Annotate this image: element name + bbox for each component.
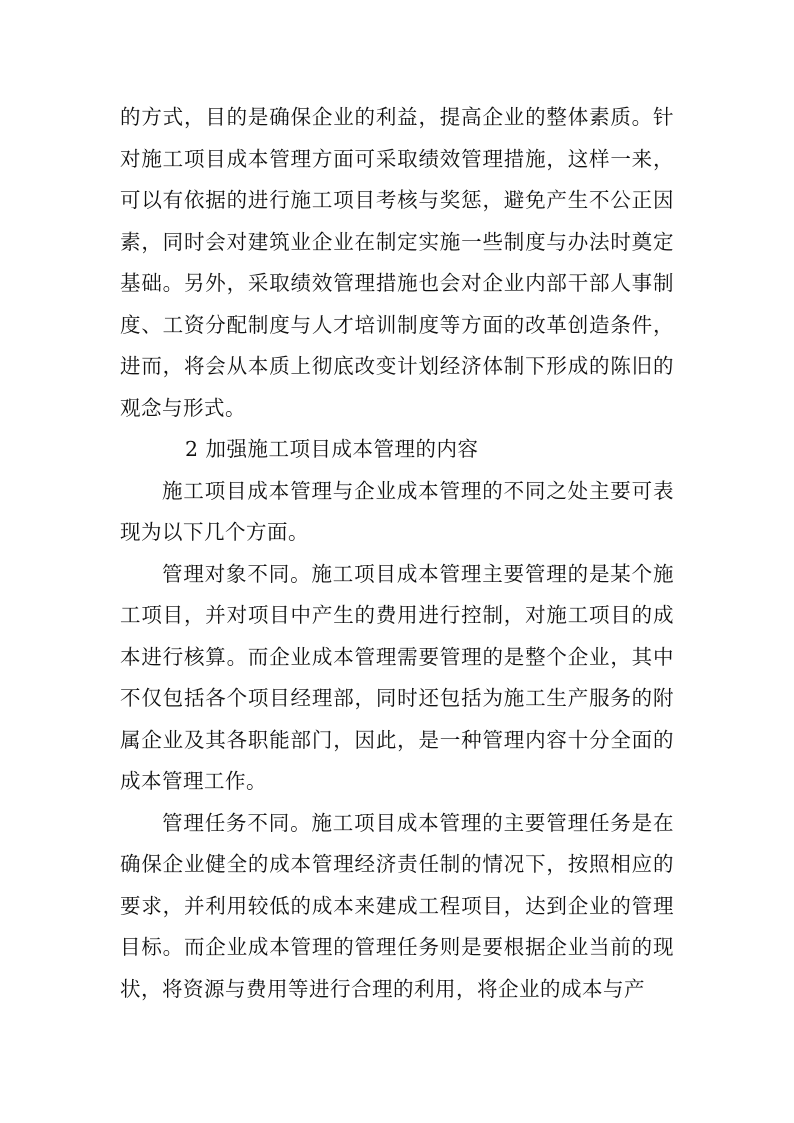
paragraph-intro: 施工项目成本管理与企业成本管理的不同之处主要可表现为以下几个方面。: [120, 478, 674, 544]
paragraph-continued: 的方式，目的是确保企业的利益，提高企业的整体素质。针对施工项目成本管理方面可采取绩效管理措施，这样一来，可以有依据的进行施工项目考核与奖惩，避免产生不公正因素，同时会对建筑业企业在制定实施一些制度与办法时奠定基础。另外，采取绩效管理措施也会对企业内部干部人事制度、工资分配制度与人才培训制度等方面的改革创造条件，进而，将会从本质上彻底改变计划经济体制下形成的陈旧的观念与形式。: [120, 105, 674, 420]
body-text: [120, 97, 674, 1010]
paragraph-management-task: 管理任务不同。施工项目成本管理的主要管理任务是在确保企业健全的成本管理经济责任制的情况下，按照相应的要求，并利用较低的成本来建成工程项目，达到企业的管理目标。而企业成本管理的管理任务则是要根据企业当前的现状，将资源与费用等进行合理的利用，将企业的成本与产: [120, 810, 674, 1001]
paragraph-management-object: 管理对象不同。施工项目成本管理主要管理的是某个施工项目，并对项目中产生的费用进行控制，对施工项目的成本进行核算。而企业成本管理需要管理的是整个企业，其中不仅包括各个项目经理部，同时还包括为施工生产服务的附属企业及其各职能部门，因此，是一种管理内容十分全面的成本管理工作。: [120, 561, 674, 793]
section-heading: 2 加强施工项目成本管理的内容: [185, 437, 479, 461]
